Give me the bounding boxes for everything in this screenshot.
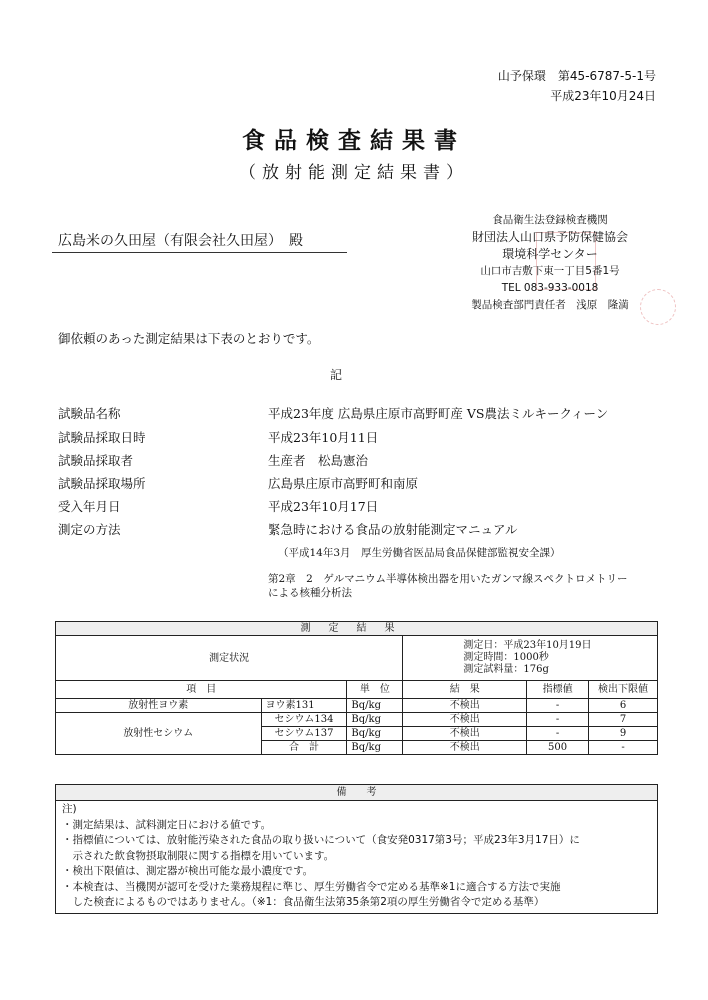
document-title: 食品検査結果書 [242, 128, 466, 154]
recipient: 広島米の久田屋（有限会社久田屋） 殿 [58, 233, 303, 249]
method-note-2-line-2: による核種分析法 [268, 587, 352, 599]
row-limit: 7 [589, 713, 658, 727]
field-value-sampling-date: 平成23年10月11日 [268, 430, 379, 445]
issuer-department: 環境科学センター [502, 247, 598, 261]
recipient-underline [52, 252, 347, 253]
note-line: ・測定結果は、試料測定日における値です。 [62, 818, 272, 831]
results-section-title: 測定結果 [56, 622, 658, 636]
field-label-sampling-place: 試験品採取場所 [58, 476, 146, 491]
field-value-name: 平成23年度 広島県庄原市高野町産 VS農法ミルキークィーン [268, 406, 609, 421]
header-result: 結 果 [403, 681, 527, 699]
row-limit: 6 [589, 699, 658, 713]
issuer-address: 山口市吉敷下東一丁目5番1号 [480, 265, 620, 277]
row-index: - [527, 699, 589, 713]
results-table [55, 621, 658, 755]
row-result: 不検出 [403, 713, 527, 727]
issuer-manager: 製品検査部門責任者 浅原 隆満 [471, 299, 629, 311]
conditions-label: 測定状況 [56, 636, 403, 681]
issuer-tel: TEL 083-933-0018 [501, 282, 599, 294]
note-line: した検査によるものではありません。（※1：食品衛生法第35条第2項の厚生労働省令で定める基準） [62, 896, 545, 908]
field-label-sampler: 試験品採取者 [58, 453, 134, 468]
note-line: 示された飲食物摂取制限に関する指標を用いています。 [62, 849, 335, 862]
note-line: ・本検査は、当機関が認可を受けた業務規程に準じ、厚生労働省令で定める基準※1に適合する方法で実施 [62, 880, 561, 893]
notes-label: 注) [62, 803, 77, 815]
row-result: 不検出 [403, 727, 527, 741]
table-row [56, 699, 658, 713]
conditions-cell [403, 636, 658, 681]
issuer-name: 財団法人山口県予防保健協会 [471, 230, 628, 244]
row-limit: - [589, 741, 658, 755]
header-limit: 検出下限値 [589, 681, 658, 699]
condition-time: 測定時間：1000秒 [463, 652, 549, 663]
field-value-method: 緊急時における食品の放射能測定マニュアル [268, 522, 518, 537]
row-limit: 9 [589, 727, 658, 741]
note-line: ・検出下限値は、測定器が検出可能な最小濃度です。 [62, 865, 314, 877]
row-nuclide: 合 計 [261, 741, 347, 755]
condition-amount: 測定試料量：176g [463, 664, 549, 675]
row-unit: Bq/kg [347, 727, 403, 741]
row-unit: Bq/kg [347, 741, 403, 755]
row-group-iodine: 放射性ヨウ素 [56, 699, 262, 713]
row-nuclide: セシウム134 [261, 713, 347, 727]
issuer-line-1: 食品衛生法登録検査機関 [492, 214, 608, 226]
row-unit: Bq/kg [347, 713, 403, 727]
field-label-name: 試験品名称 [58, 406, 121, 421]
method-note-2-line-1: 第2章 2 ゲルマニウム半導体検出器を用いたガンマ線スペクトロメトリー [268, 573, 628, 585]
row-nuclide: セシウム137 [261, 727, 347, 741]
ki-heading: 記 [330, 368, 343, 382]
field-label-received-date: 受入年月日 [58, 499, 121, 514]
notes-box [55, 784, 658, 914]
issue-date: 平成23年10月24日 [550, 89, 656, 103]
notes-title: 備 考 [56, 785, 657, 801]
row-nuclide: ヨウ素131 [261, 699, 347, 713]
header-index: 指標値 [527, 681, 589, 699]
issuer-block [450, 212, 650, 314]
row-result: 不検出 [403, 699, 527, 713]
field-value-sampling-place: 広島県庄原市高野町和南原 [268, 476, 419, 491]
reference-number: 山予保環 第45-6787-5-1号 [497, 69, 656, 83]
header-item: 項 目 [56, 681, 347, 699]
document-reference [498, 66, 656, 106]
intro-text: 御依頼のあった測定結果は下表のとおりです。 [58, 331, 320, 346]
method-note-1: （平成14年3月 厚生労働省医品局食品保健部監視安全課） [278, 547, 561, 559]
row-result: 不検出 [403, 741, 527, 755]
field-value-sampler: 生産者 松島憲治 [268, 453, 369, 468]
notes-body [56, 801, 657, 912]
field-label-method: 測定の方法 [58, 522, 121, 537]
document-subtitle: （放射能測定結果書） [239, 163, 469, 183]
field-value-received-date: 平成23年10月17日 [268, 499, 379, 514]
note-line: ・指標値については、放射能汚染された食品の取り扱いについて（食安発0317第3号；平成23年3月17日）に [62, 834, 580, 846]
row-index: - [527, 727, 589, 741]
field-label-sampling-date: 試験品採取日時 [58, 430, 146, 445]
condition-date: 測定日：平成23年10月19日 [463, 640, 592, 651]
table-row [56, 713, 658, 727]
row-unit: Bq/kg [347, 699, 403, 713]
row-group-cesium: 放射性セシウム [56, 713, 262, 755]
row-index: - [527, 713, 589, 727]
header-unit: 単 位 [347, 681, 403, 699]
row-index: 500 [527, 741, 589, 755]
personal-stamp-icon [640, 289, 676, 325]
